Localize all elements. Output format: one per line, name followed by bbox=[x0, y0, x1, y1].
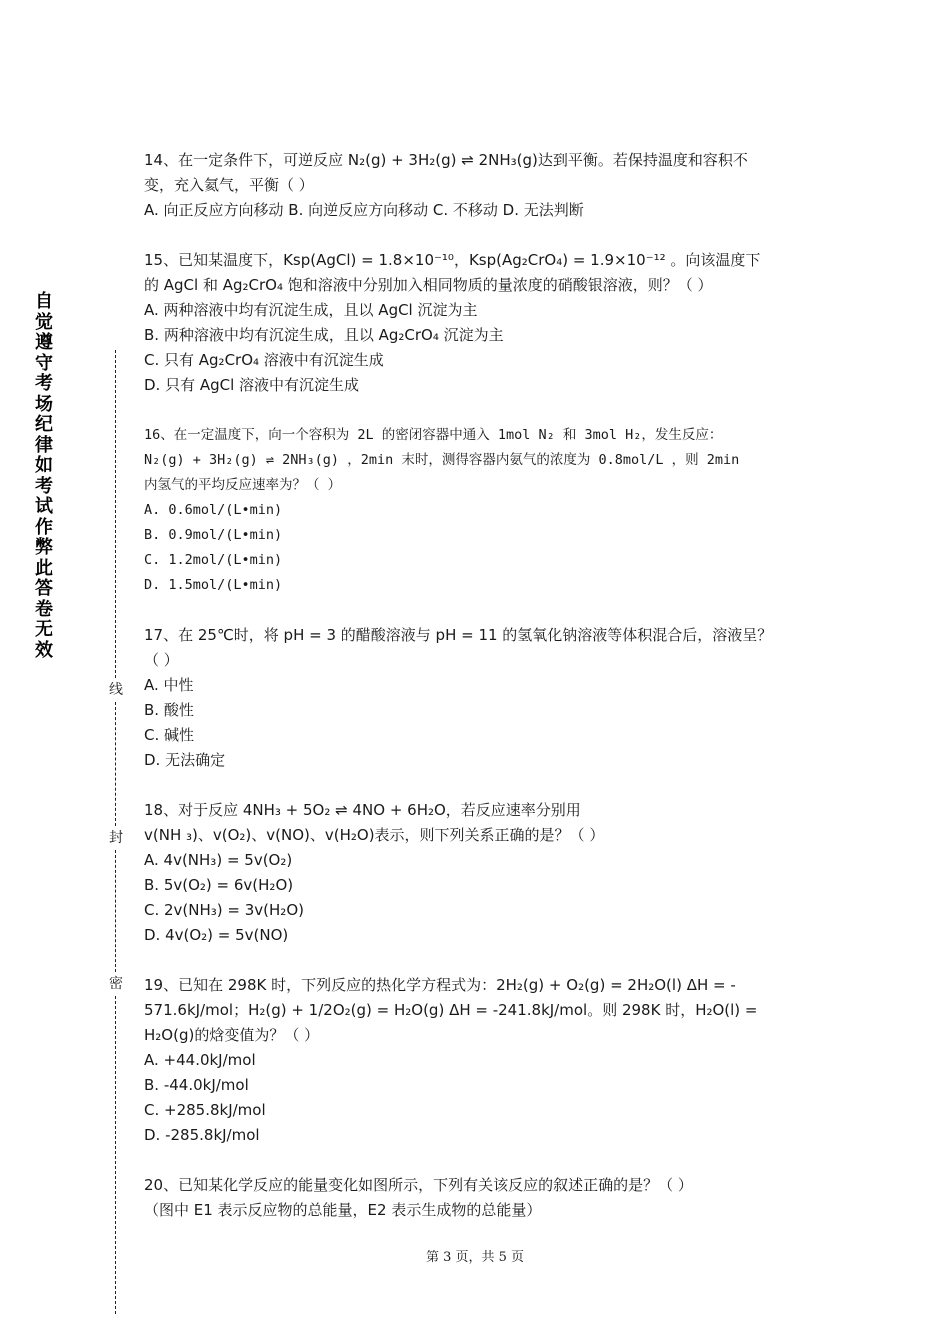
question-stem-line: N₂(g) + 3H₂(g) ⇌ 2NH₃(g) ，2min 末时，测得容器内氨气的浓度为 0.8mol/L ，则 2min bbox=[144, 452, 740, 468]
option-a: A. +44.0kJ/mol bbox=[144, 1051, 256, 1069]
option-b: B. 酸性 bbox=[144, 701, 194, 719]
option-b: B. 两种溶液中均有沉淀生成，且以 Ag₂CrO₄ 沉淀为主 bbox=[144, 326, 504, 344]
question-stem-line: 16、在一定温度下，向一个容积为 2L 的密闭容器中通入 1mol N₂ 和 3mol H₂，发生反应： bbox=[144, 427, 723, 443]
option-a: A. 两种溶液中均有沉淀生成，且以 AgCl 沉淀为主 bbox=[144, 301, 478, 319]
option-a: A. 中性 bbox=[144, 676, 194, 694]
question-stem-line: 内氢气的平均反应速率为？（ ） bbox=[144, 477, 342, 493]
question-20 bbox=[144, 1173, 820, 1223]
question-stem-line: 19、已知在 298K 时，下列反应的热化学方程式为：2H₂(g) + O₂(g) = 2H₂O(l) ΔH = - bbox=[144, 976, 736, 994]
option-b: B. 5v(O₂) = 6v(H₂O) bbox=[144, 876, 294, 894]
seal-label-mi: 密 bbox=[109, 976, 123, 992]
option-c: C. 2v(NH₃) = 3v(H₂O) bbox=[144, 901, 304, 919]
option-c: C. 只有 Ag₂CrO₄ 溶液中有沉淀生成 bbox=[144, 351, 384, 369]
option-a: A. 4v(NH₃) = 5v(O₂) bbox=[144, 851, 293, 869]
question-16 bbox=[144, 423, 820, 598]
question-stem-line: 变，充入氦气，平衡（ ） bbox=[144, 176, 314, 194]
binding-line-segment bbox=[115, 702, 116, 826]
option-d: D. 无法确定 bbox=[144, 751, 226, 769]
question-stem-line: 的 AgCl 和 Ag₂CrO₄ 饱和溶液中分别加入相同物质的量浓度的硝酸银溶液，则？（ ） bbox=[144, 276, 713, 294]
option-d: D. -285.8kJ/mol bbox=[144, 1126, 260, 1144]
question-stem-line: 15、已知某温度下，Ksp(AgCl) = 1.8×10⁻¹⁰，Ksp(Ag₂CrO₄) = 1.9×10⁻¹² 。向该温度下 bbox=[144, 251, 761, 269]
question-stem-line: 14、在一定条件下，可逆反应 N₂(g) + 3H₂(g) ⇌ 2NH₃(g)达到平衡。若保持温度和容积不 bbox=[144, 151, 748, 169]
question-list bbox=[144, 148, 820, 1248]
question-18 bbox=[144, 798, 820, 948]
page-number: 第 3 页，共 5 页 bbox=[425, 1250, 525, 1265]
question-stem-line: v(NH ₃)、v(O₂)、v(NO)、v(H₂O)表示，则下列关系正确的是？（ ） bbox=[144, 826, 605, 844]
question-stem-line: H₂O(g)的焓变值为？（ ） bbox=[144, 1026, 320, 1044]
question-17 bbox=[144, 623, 820, 773]
option-a: A. 0.6mol/(L•min) bbox=[144, 502, 283, 518]
question-14 bbox=[144, 148, 820, 223]
option-d: D. 4v(O₂) = 5v(NO) bbox=[144, 926, 289, 944]
option-b: B. 0.9mol/(L•min) bbox=[144, 527, 283, 543]
question-stem-line: 18、对于反应 4NH₃ + 5O₂ ⇌ 4NO + 6H₂O，若反应速率分别用 bbox=[144, 801, 581, 819]
question-stem-line: 571.6kJ/mol；H₂(g) + 1/2O₂(g) = H₂O(g) ΔH = -241.8kJ/mol。则 298K 时，H₂O(l) = bbox=[144, 1001, 758, 1019]
option-d: D. 只有 AgCl 溶液中有沉淀生成 bbox=[144, 376, 360, 394]
question-note: （图中 E1 表示反应物的总能量，E2 表示生成物的总能量） bbox=[144, 1201, 542, 1219]
binding-line-segment bbox=[115, 850, 116, 972]
exam-discipline-warning: 自觉遵守考场纪律如考试作弊此答卷无效 bbox=[35, 291, 53, 661]
question-stem-line: 17、在 25℃时，将 pH = 3 的醋酸溶液与 pH = 11 的氢氧化钠溶液等体积混合后，溶液呈？ bbox=[144, 626, 773, 644]
binding-line-segment bbox=[115, 350, 116, 678]
option-c: C. 碱性 bbox=[144, 726, 195, 744]
option-b: B. -44.0kJ/mol bbox=[144, 1076, 249, 1094]
question-15 bbox=[144, 248, 820, 398]
question-19 bbox=[144, 973, 820, 1148]
seal-label-xian: 线 bbox=[109, 682, 123, 698]
question-options: A. 向正反应方向移动 B. 向逆反应方向移动 C. 不移动 D. 无法判断 bbox=[144, 201, 584, 219]
seal-label-feng: 封 bbox=[109, 830, 123, 846]
question-stem-line: 20、已知某化学反应的能量变化如图所示，下列有关该反应的叙述正确的是？（ ） bbox=[144, 1176, 693, 1194]
option-d: D. 1.5mol/(L•min) bbox=[144, 577, 283, 593]
binding-line-segment bbox=[115, 996, 116, 1314]
option-c: C. 1.2mol/(L•min) bbox=[144, 552, 283, 568]
question-stem-line: （ ） bbox=[144, 651, 179, 669]
option-c: C. +285.8kJ/mol bbox=[144, 1101, 266, 1119]
